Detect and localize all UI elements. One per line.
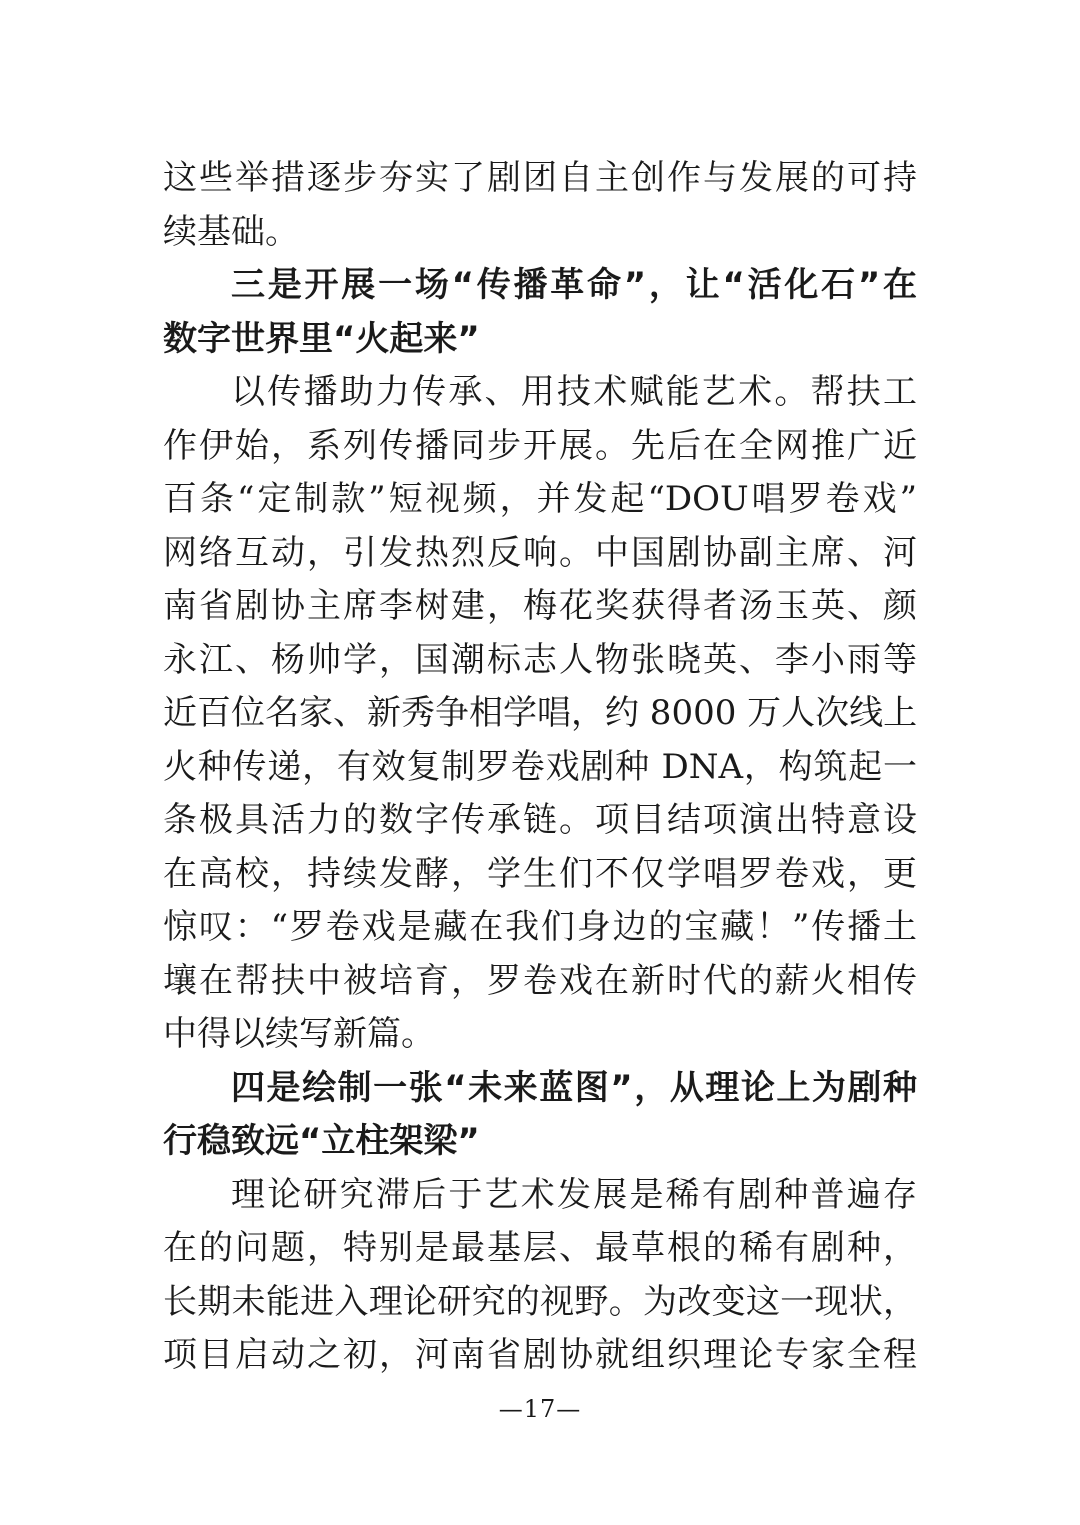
text-line: 在高校，持续发酵，学生们不仅学唱罗卷戏，更	[163, 853, 917, 894]
text-line: 壤在帮扶中被培育，罗卷戏在新时代的薪火相传	[163, 960, 917, 1001]
heading-line: 行稳致远“立柱架梁”	[163, 1121, 480, 1161]
text-line: 条极具活力的数字传承链。项目结项演出特意设	[163, 800, 917, 840]
section-heading-four	[163, 1062, 917, 1169]
text-line: 在的问题，特别是最基层、最草根的稀有剧种，	[163, 1228, 917, 1268]
text-line: 惊叹：“罗卷戏是藏在我们身边的宝藏！”传播土	[163, 907, 917, 947]
heading-line: 三是开展一场“传播革命”，让“活化石”在	[231, 265, 917, 305]
text-line: 永江、杨帅学，国潮标志人物张晓英、李小雨等	[163, 639, 917, 680]
text-line: 以传播助力传承、用技术赋能艺术。帮扶工	[231, 372, 917, 412]
paragraph-communication	[163, 366, 917, 1062]
page-number: —17—	[498, 1395, 582, 1423]
text-line: 这些举措逐步夯实了剧团自主创作与发展的可持	[163, 158, 917, 198]
paragraph-theory	[163, 1169, 917, 1383]
text-line: 南省剧协主席李树建，梅花奖获得者汤玉英、颜	[163, 586, 917, 626]
text-line: 火种传递，有效复制罗卷戏剧种 DNA，构筑起一	[163, 746, 917, 787]
text-line: 理论研究滞后于艺术发展是稀有剧种普遍存	[231, 1174, 917, 1215]
text-line: 项目启动之初，河南省剧协就组织理论专家全程	[163, 1335, 917, 1375]
text-line: 百条“定制款”短视频，并发起“DOU唱罗卷戏”	[163, 479, 917, 519]
heading-line: 数字世界里“火起来”	[163, 318, 480, 359]
text-line: 作伊始，系列传播同步开展。先后在全网推广近	[163, 425, 917, 466]
text-line: 续基础。	[163, 211, 299, 252]
text-line: 长期未能进入理论研究的视野。为改变这一现状，	[163, 1281, 917, 1322]
document-body	[163, 152, 917, 1383]
text-line: 中得以续写新篇。	[163, 1014, 435, 1054]
heading-line: 四是绘制一张“未来蓝图”，从理论上为剧种	[231, 1067, 917, 1108]
paragraph-continuation	[163, 152, 917, 259]
text-line: 近百位名家、新秀争相学唱，约 8000 万人次线上	[163, 693, 918, 733]
section-heading-three	[163, 259, 917, 366]
text-line: 网络互动，引发热烈反响。中国剧协副主席、河	[163, 532, 917, 573]
